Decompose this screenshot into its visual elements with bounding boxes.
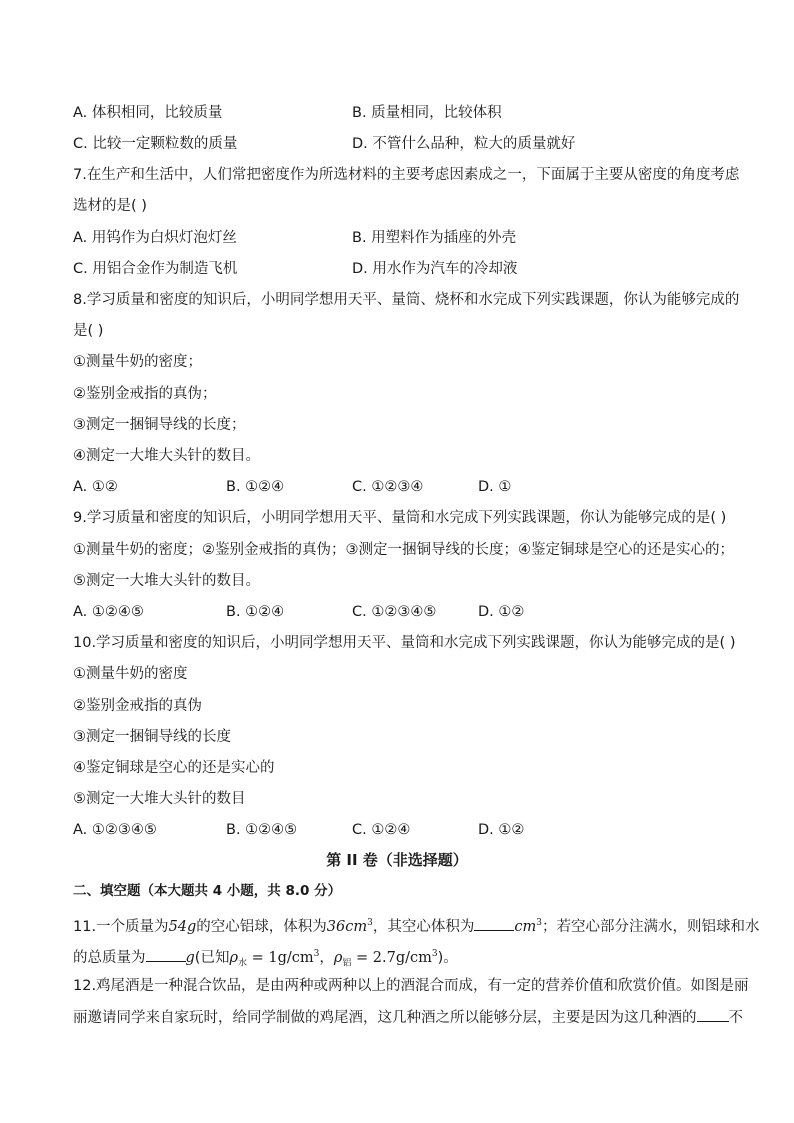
q11-text: ， [319, 949, 334, 966]
q11-line2 [73, 944, 734, 974]
q9-option-c: C. ①②③④⑤ [352, 604, 437, 620]
answer-blank[interactable] [474, 916, 514, 931]
q10-item: ⑤测定一大堆大头针的数目 [73, 791, 246, 807]
q11-math: = 1g/cm [247, 949, 314, 966]
q7-option-b: B. 用塑料作为插座的外壳 [352, 230, 517, 246]
q8-option-a: A. ①② [73, 479, 118, 495]
answer-blank[interactable] [146, 947, 186, 962]
q11-superscript: 3 [367, 918, 373, 928]
q9-option-d: D. ①② [478, 604, 525, 620]
q12-text: 不 [728, 1010, 743, 1026]
q9-option-a: A. ①②④⑤ [73, 604, 144, 620]
q8-option-d: D. ① [478, 479, 512, 495]
q8-item: ③测定一捆铜导线的长度； [73, 417, 246, 433]
q11-superscript: 3 [536, 918, 542, 928]
q11-text: 11.一个质量为 [73, 918, 169, 935]
answer-blank[interactable] [697, 1007, 729, 1022]
q8-option-c: C. ①②③④ [352, 479, 424, 495]
q11-math: 54g [168, 918, 197, 935]
q8-item: ①测量牛奶的密度； [73, 354, 202, 370]
q8-stem-line1: 8.学习质量和密度的知识后，小明同学想用天平、量筒、烧杯和水完成下列实践课题，你认为能够完成的 [73, 292, 740, 308]
q9-option-b: B. ①②④ [226, 604, 285, 620]
q6-option-d: D. 不管什么品种，粒大的质量就好 [352, 136, 576, 152]
q6-option-c: C. 比较一定颗粒数的质量 [73, 136, 238, 152]
q6-option-a: A. 体积相同，比较质量 [73, 105, 223, 121]
q10-item: ①测量牛奶的密度 [73, 666, 188, 682]
q9-items-line1: ①测量牛奶的密度；②鉴别金戒指的真伪；③测定一捆铜导线的长度；④鉴定铜球是空心的还是实心的； [73, 542, 734, 558]
q11-math: = 2.7g/cm [351, 949, 432, 966]
q10-option-b: B. ①②④⑤ [226, 822, 298, 838]
part2-title: 第 II 卷（非选择题） [326, 851, 468, 869]
q11-text: (已知 [194, 949, 230, 966]
q7-option-d: D. 用水作为汽车的冷却液 [352, 261, 518, 277]
q8-stem-line2: 是( ) [73, 323, 104, 339]
q7-stem-line1: 7.在生产和生活中，人们常把密度作为所选材料的主要考虑因素成之一，下面属于主要从密度的角度考虑 [73, 167, 740, 183]
q10-option-d: D. ①② [478, 822, 525, 838]
section-heading: 二、填空题（本大题共 4 小题，共 8.0 分） [73, 883, 342, 899]
q10-option-a: A. ①②③④⑤ [73, 822, 157, 838]
q11-superscript: 3 [431, 949, 438, 959]
q12-line1: 12.鸡尾酒是一种混合饮品，是由两种或两种以上的酒混合而成，有一定的营养价值和欣赏价值。如图是丽 [73, 978, 749, 994]
q7-stem-line2: 选材的是( ) [73, 198, 147, 214]
q7-option-a: A. 用钨作为白炽灯泡灯丝 [73, 230, 237, 246]
q11-text: )。 [437, 949, 458, 966]
q11-math: cm [514, 918, 537, 935]
q11-math: g [185, 949, 195, 966]
q8-item: ④测定一大堆大头针的数目。 [73, 448, 260, 464]
q11-subscript: 水 [238, 958, 248, 969]
q10-item: ②鉴别金戒指的真伪 [73, 698, 202, 714]
q11-math: ρ [333, 949, 343, 966]
q9-items-line2: ⑤测定一大堆大头针的数目。 [73, 573, 260, 589]
q6-option-b: B. 质量相同，比较体积 [352, 105, 502, 121]
q11-math: 36cm [326, 918, 368, 935]
q12-text: 丽邀请同学来自家玩时，给同学制做的鸡尾酒，这几种酒之所以能够分层，主要是因为这几种酒的 [73, 1010, 697, 1026]
q10-item: ④鉴定铜球是空心的还是实心的 [73, 760, 275, 776]
q12-line2 [73, 1007, 743, 1028]
q8-option-b: B. ①②④ [226, 479, 285, 495]
q11-superscript: 3 [313, 949, 320, 959]
q11-subscript: 铝 [342, 958, 352, 969]
q11-text: 的总质量为 [73, 949, 146, 966]
q11-line1 [73, 913, 760, 937]
q10-item: ③测定一捆铜导线的长度 [73, 729, 231, 745]
q8-item: ②鉴别金戒指的真伪； [73, 386, 217, 402]
q11-text: ；若空心部分注满水，则铝球和水 [541, 918, 760, 935]
q7-option-c: C. 用铝合金作为制造飞机 [73, 261, 238, 277]
q11-math: ρ [229, 949, 238, 966]
q10-option-c: C. ①②④ [352, 822, 411, 838]
q11-text: ，其空心体积为 [372, 918, 475, 935]
q10-stem: 10.学习质量和密度的知识后，小明同学想用天平、量筒和水完成下列实践课题，你认为能够完成的是( ) [73, 635, 736, 651]
q9-stem: 9.学习质量和密度的知识后，小明同学想用天平、量筒和水完成下列实践课题，你认为能够完成的是( ) [73, 510, 727, 526]
q11-text: 的空心铝球，体积为 [196, 918, 327, 935]
